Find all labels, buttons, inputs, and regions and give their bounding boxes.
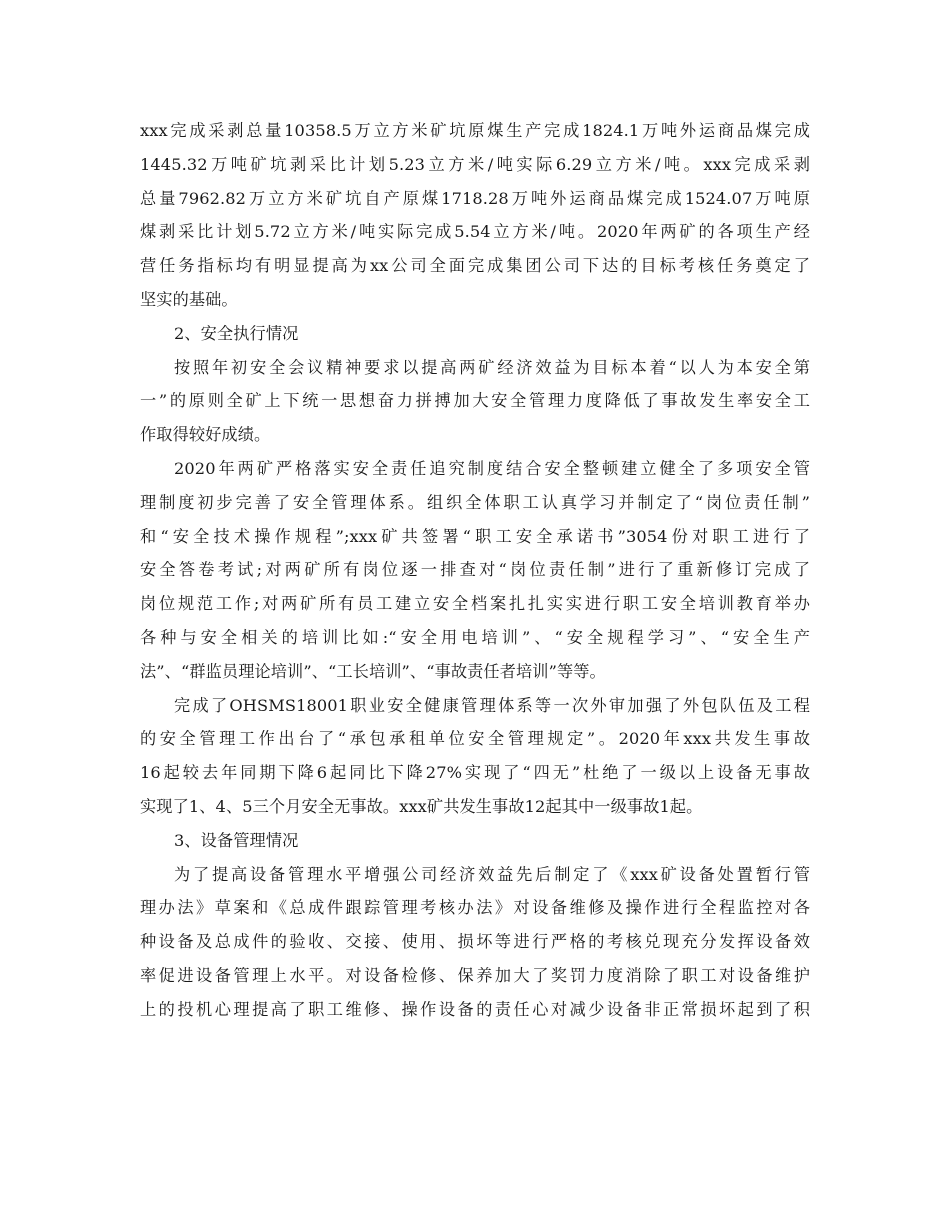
paragraph-line: 2020年两矿严格落实安全责任追究制度结合安全整顿建立健全了多项安全管	[174, 458, 810, 478]
paragraph-line: 实现了1、4、5三个月安全无事故。xxx矿共发生事故12起其中一级事故1起。	[140, 796, 703, 816]
paragraph-line: 为了提高设备管理水平增强公司经济效益先后制定了《xxx矿设备处置暂行管	[174, 864, 810, 884]
paragraph-line: 法”、“群监员理论培训”、“工长培训”、“事故责任者培训”等等。	[140, 661, 606, 681]
paragraph-line: 作取得较好成绩。	[140, 425, 271, 445]
paragraph-line: 坚实的基础。	[140, 289, 238, 309]
paragraph-line: 营任务指标均有明显提高为xx公司全面完成集团公司下达的目标考核任务奠定了	[140, 256, 810, 276]
paragraph-line: 总量7962.82万立方米矿坑自产原煤1718.28万吨外运商品煤完成1524.07万吨原	[140, 188, 810, 208]
paragraph-line: 各种与安全相关的培训比如:“安全用电培训”、“安全规程学习”、“安全生产	[140, 627, 810, 647]
paragraph-line: 理办法》草案和《总成件跟踪管理考核办法》对设备维修及操作进行全程监控对各	[140, 898, 810, 918]
paragraph-line: 和“安全技术操作规程”;xxx矿共签署“职工安全承诺书”3054份对职工进行了	[140, 526, 810, 546]
paragraph-line: 率促进设备管理上水平。对设备检修、保养加大了奖罚力度消除了职工对设备维护	[140, 965, 810, 985]
section-heading: 2、安全执行情况	[174, 323, 299, 343]
document-body	[140, 114, 810, 1027]
section-heading: 3、设备管理情况	[174, 830, 299, 850]
paragraph-line: 一”的原则全矿上下统一思想奋力拼搏加大安全管理力度降低了事故发生率安全工	[140, 391, 810, 411]
paragraph-line: 上的投机心理提高了职工维修、操作设备的责任心对减少设备非正常损坏起到了积	[140, 999, 810, 1019]
paragraph-line: xxx完成采剥总量10358.5万立方米矿坑原煤生产完成1824.1万吨外运商品煤完成	[140, 121, 810, 140]
paragraph-line: 的安全管理工作出台了“承包承租单位安全管理规定”。2020年xxx共发生事故	[140, 729, 810, 749]
paragraph-line: 1445.32万吨矿坑剥采比计划5.23立方米/吨实际6.29立方米/吨。xxx完成采剥	[140, 154, 810, 174]
paragraph-line: 煤剥采比计划5.72立方米/吨实际完成5.54立方米/吨。2020年两矿的各项生产经	[140, 222, 810, 242]
paragraph-line: 16起较去年同期下降6起同比下降27%实现了“四无”杜绝了一级以上设备无事故	[140, 763, 810, 783]
paragraph-line: 按照年初安全会议精神要求以提高两矿经济效益为目标本着“以人为本安全第	[174, 357, 810, 377]
paragraph-line: 岗位规范工作;对两矿所有员工建立安全档案扎扎实实进行职工安全培训教育举办	[140, 594, 810, 614]
paragraph-line: 理制度初步完善了安全管理体系。组织全体职工认真学习并制定了“岗位责任制”	[140, 492, 810, 512]
paragraph-line: 安全答卷考试;对两矿所有岗位逐一排查对“岗位责任制”进行了重新修订完成了	[140, 560, 810, 580]
paragraph-line: 完成了OHSMS18001职业安全健康管理体系等一次外审加强了外包队伍及工程	[174, 695, 810, 715]
paragraph-line: 种设备及总成件的验收、交接、使用、损坏等进行严格的考核兑现充分发挥设备效	[140, 932, 810, 952]
